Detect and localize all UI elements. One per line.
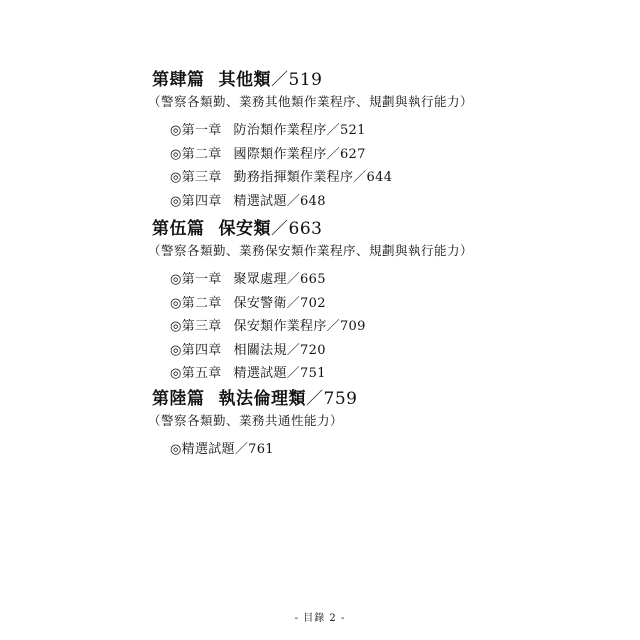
part-number: 第肆篇 <box>152 70 205 90</box>
part-page: ／759 <box>306 389 358 409</box>
chapter-title: 保安類作業程序 <box>233 319 327 334</box>
part-name: 其他類 <box>218 70 271 90</box>
section-title <box>152 69 592 91</box>
section-title <box>152 388 592 410</box>
chapter-title: 勤務指揮類作業程序 <box>233 170 354 185</box>
chapter-page: ／521 <box>326 123 366 138</box>
section-part-6 <box>148 388 592 462</box>
chapter-label: ◎第四章 <box>170 193 222 209</box>
chapter-list <box>152 438 592 462</box>
chapter-entry[interactable] <box>170 119 592 143</box>
chapter-entry[interactable] <box>170 292 592 316</box>
chapter-label: ◎第三章 <box>170 170 222 185</box>
chapter-entry[interactable] <box>170 315 592 339</box>
section-title <box>152 218 592 240</box>
chapter-page: ／761 <box>234 442 274 457</box>
chapter-list <box>152 119 592 213</box>
chapter-page: ／709 <box>326 319 366 334</box>
chapter-title: 精選試題 <box>233 366 287 381</box>
part-name: 執法倫理類 <box>218 389 306 409</box>
chapter-label: ◎第二章 <box>170 295 222 311</box>
chapter-label: ◎第一章 <box>170 123 222 138</box>
chapter-entry[interactable] <box>170 339 592 363</box>
chapter-label: ◎第三章 <box>170 319 222 334</box>
chapter-label: ◎第一章 <box>170 272 222 287</box>
part-page: ／663 <box>271 219 323 239</box>
part-name: 保安類 <box>218 219 271 239</box>
section-note: （警察各類勤、業務共通性能力） <box>148 413 344 428</box>
chapter-entry[interactable] <box>170 190 592 214</box>
chapter-entry[interactable] <box>170 438 592 462</box>
chapter-title: 防治類作業程序 <box>233 123 327 138</box>
chapter-entry[interactable] <box>170 166 592 190</box>
chapter-label: ◎第五章 <box>170 366 222 381</box>
chapter-title: 國際類作業程序 <box>233 146 327 162</box>
chapter-page: ／665 <box>286 272 326 287</box>
chapter-title: 精選試題 <box>233 193 287 209</box>
chapter-title: ◎精選試題 <box>170 442 235 457</box>
part-number: 第陸篇 <box>152 389 205 409</box>
chapter-title: 相關法規 <box>233 342 287 358</box>
chapter-label: ◎第二章 <box>170 146 222 162</box>
chapter-entry[interactable] <box>170 362 592 386</box>
chapter-page: ／648 <box>286 193 326 209</box>
chapter-title: 保安警衛 <box>233 295 287 311</box>
chapter-title: 聚眾處理 <box>233 272 287 287</box>
part-number: 第伍篇 <box>152 219 205 239</box>
section-part-5 <box>148 218 592 386</box>
chapter-entry[interactable] <box>170 143 592 167</box>
chapter-entry[interactable] <box>170 268 592 292</box>
chapter-page: ／720 <box>286 342 326 358</box>
chapter-page: ／751 <box>286 366 326 381</box>
part-page: ／519 <box>271 70 323 90</box>
chapter-page: ／627 <box>326 146 366 162</box>
page-footer: - 目錄 2 - <box>294 613 346 624</box>
section-note: （警察各類勤、業務其他類作業程序、規劃與執行能力） <box>148 94 474 109</box>
chapter-list <box>152 268 592 386</box>
section-part-4 <box>148 69 592 213</box>
chapter-page: ／702 <box>286 295 326 311</box>
section-note: （警察各類勤、業務保安類作業程序、規劃與執行能力） <box>148 243 474 258</box>
chapter-page: ／644 <box>353 170 393 185</box>
chapter-label: ◎第四章 <box>170 342 222 358</box>
